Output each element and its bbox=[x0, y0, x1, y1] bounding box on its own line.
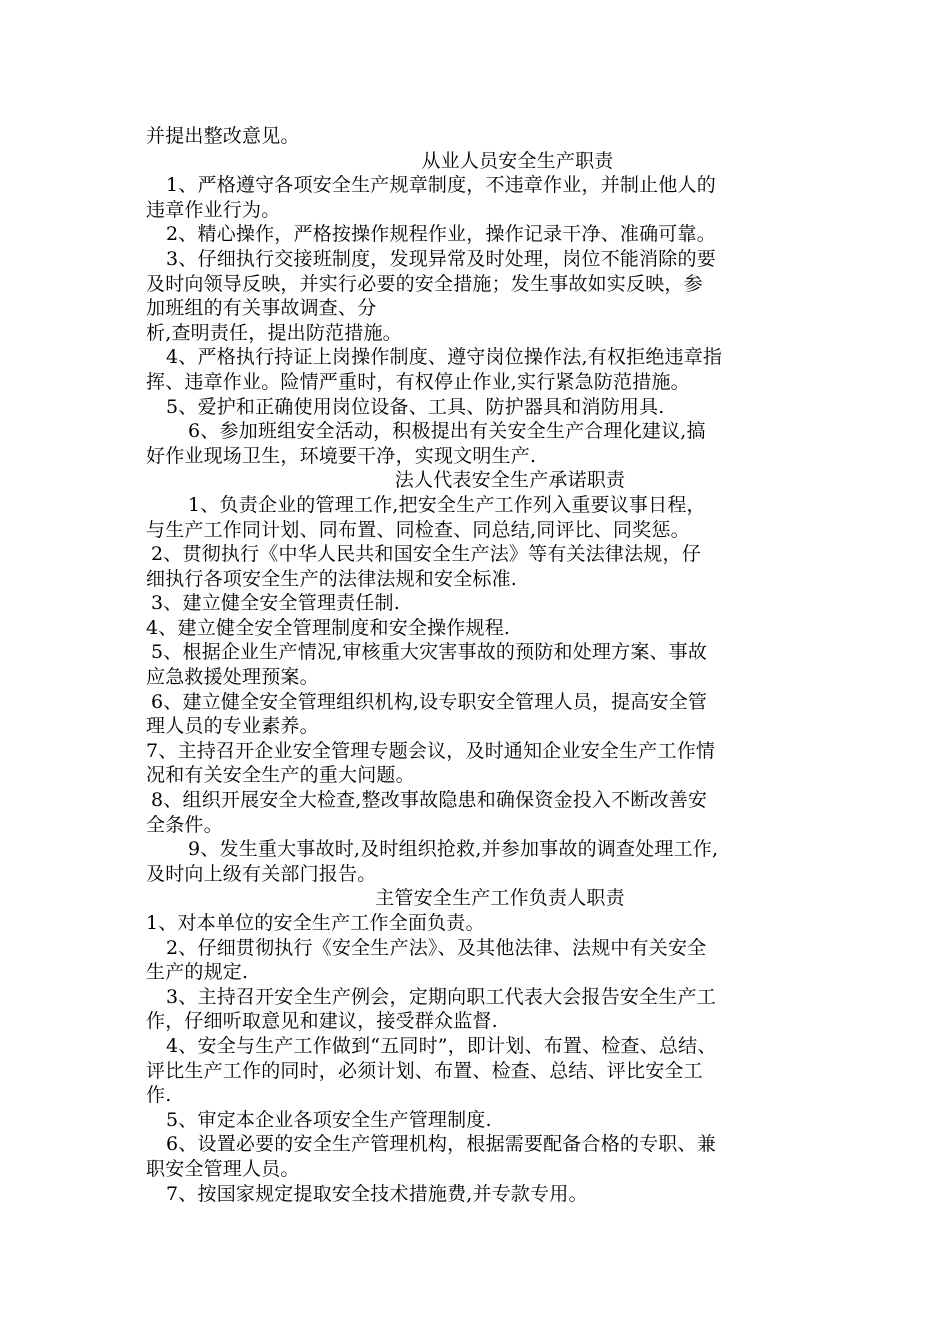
text-line: 5、根据企业生产情况,审核重大灾害事故的预防和处理方案、事故 bbox=[151, 641, 708, 664]
document-body bbox=[146, 124, 814, 1206]
section-heading: 从业人员安全生产职责 bbox=[421, 149, 614, 172]
text-line: 加班组的有关事故调查、分 bbox=[146, 297, 377, 320]
section-heading: 主管安全生产工作负责人职责 bbox=[375, 887, 625, 910]
text-line: 作，仔细听取意见和建议，接受群众监督. bbox=[146, 1010, 498, 1033]
text-line: 1、对本单位的安全生产工作全面负责。 bbox=[146, 912, 485, 934]
text-line: 1、负责企业的管理工作,把安全生产工作列入重要议事日程， bbox=[188, 493, 706, 516]
text-line: 挥、违章作业。险情严重时，有权停止作业,实行紧急防范措施。 bbox=[146, 370, 690, 393]
text-line: 与生产工作同计划、同布置、同检查、同总结,同评比、同奖惩。 bbox=[146, 518, 690, 541]
text-line: 2、精心操作，严格按操作规程作业，操作记录干净、准确可靠。 bbox=[166, 223, 716, 246]
text-line: 析,查明责任，提出防范措施。 bbox=[146, 321, 402, 344]
text-line: 理人员的专业素养。 bbox=[146, 715, 319, 738]
text-line: 2、仔细贯彻执行《安全生产法》、及其他法律、法规中有关安全 bbox=[166, 936, 707, 959]
text-line: 1、严格遵守各项安全生产规章制度，不违章作业，并制止他人的 bbox=[166, 174, 716, 197]
text-line: 8、组织开展安全大检查,整改事故隐患和确保资金投入不断改善安 bbox=[151, 789, 708, 812]
text-line: 3、仔细执行交接班制度，发现异常及时处理，岗位不能消除的要 bbox=[166, 247, 716, 270]
text-line: 3、主持召开安全生产例会，定期向职工代表大会报告安全生产工 bbox=[166, 985, 716, 1008]
text-line: 全条件。 bbox=[146, 813, 223, 836]
text-line: 3、建立健全安全管理责任制. bbox=[151, 592, 400, 615]
text-line: 违章作业行为。 bbox=[146, 198, 281, 221]
text-line: 5、审定本企业各项安全生产管理制度. bbox=[166, 1108, 492, 1131]
text-line: 7、按国家规定提取安全技术措施费,并专款专用。 bbox=[166, 1182, 588, 1205]
text-line: 并提出整改意见。 bbox=[146, 125, 300, 147]
text-line: 评比生产工作的同时，必须计划、布置、检查、总结、评比安全工 bbox=[146, 1059, 703, 1082]
text-line: 作. bbox=[146, 1084, 172, 1107]
text-line: 细执行各项安全生产的法律法规和安全标准. bbox=[146, 567, 518, 590]
text-line: 6、建立健全安全管理组织机构,设专职安全管理人员，提高安全管 bbox=[151, 690, 708, 713]
text-line: 4、安全与生产工作做到“五同时”，即计划、布置、检查、总结、 bbox=[166, 1034, 717, 1057]
text-line: 6、参加班组安全活动，积极提出有关安全生产合理化建议,搞 bbox=[188, 420, 706, 443]
text-line: 4、建立健全安全管理制度和安全操作规程. bbox=[146, 616, 511, 639]
text-line: 况和有关安全生产的重大问题。 bbox=[146, 764, 415, 787]
text-line: 4、严格执行持证上岗操作制度、遵守岗位操作法,有权拒绝违章指 bbox=[166, 346, 723, 369]
text-line: 好作业现场卫生，环境要干净，实现文明生产. bbox=[146, 444, 537, 467]
text-line: 2、贯彻执行《中华人民共和国安全生产法》等有关法律法规，仔 bbox=[151, 543, 701, 566]
section-heading: 法人代表安全生产承诺职责 bbox=[394, 469, 626, 492]
text-line: 5、爱护和正确使用岗位设备、工具、防护器具和消防用具. bbox=[166, 395, 665, 418]
text-line: 7、主持召开企业安全管理专题会议，及时通知企业安全生产工作情 bbox=[146, 739, 716, 762]
text-line: 及时向上级有关部门报告。 bbox=[146, 862, 377, 885]
text-line: 职安全管理人员。 bbox=[146, 1157, 300, 1180]
text-line: 及时向领导反映，并实行必要的安全措施；发生事故如实反映，参 bbox=[146, 272, 703, 295]
text-line: 生产的规定. bbox=[146, 961, 249, 984]
text-line: 应急救援处理预案。 bbox=[146, 666, 319, 689]
text-line: 9、发生重大事故时,及时组织抢救,并参加事故的调查处理工作, bbox=[188, 838, 719, 861]
text-line: 6、设置必要的安全生产管理机构，根据需要配备合格的专职、兼 bbox=[166, 1133, 716, 1156]
